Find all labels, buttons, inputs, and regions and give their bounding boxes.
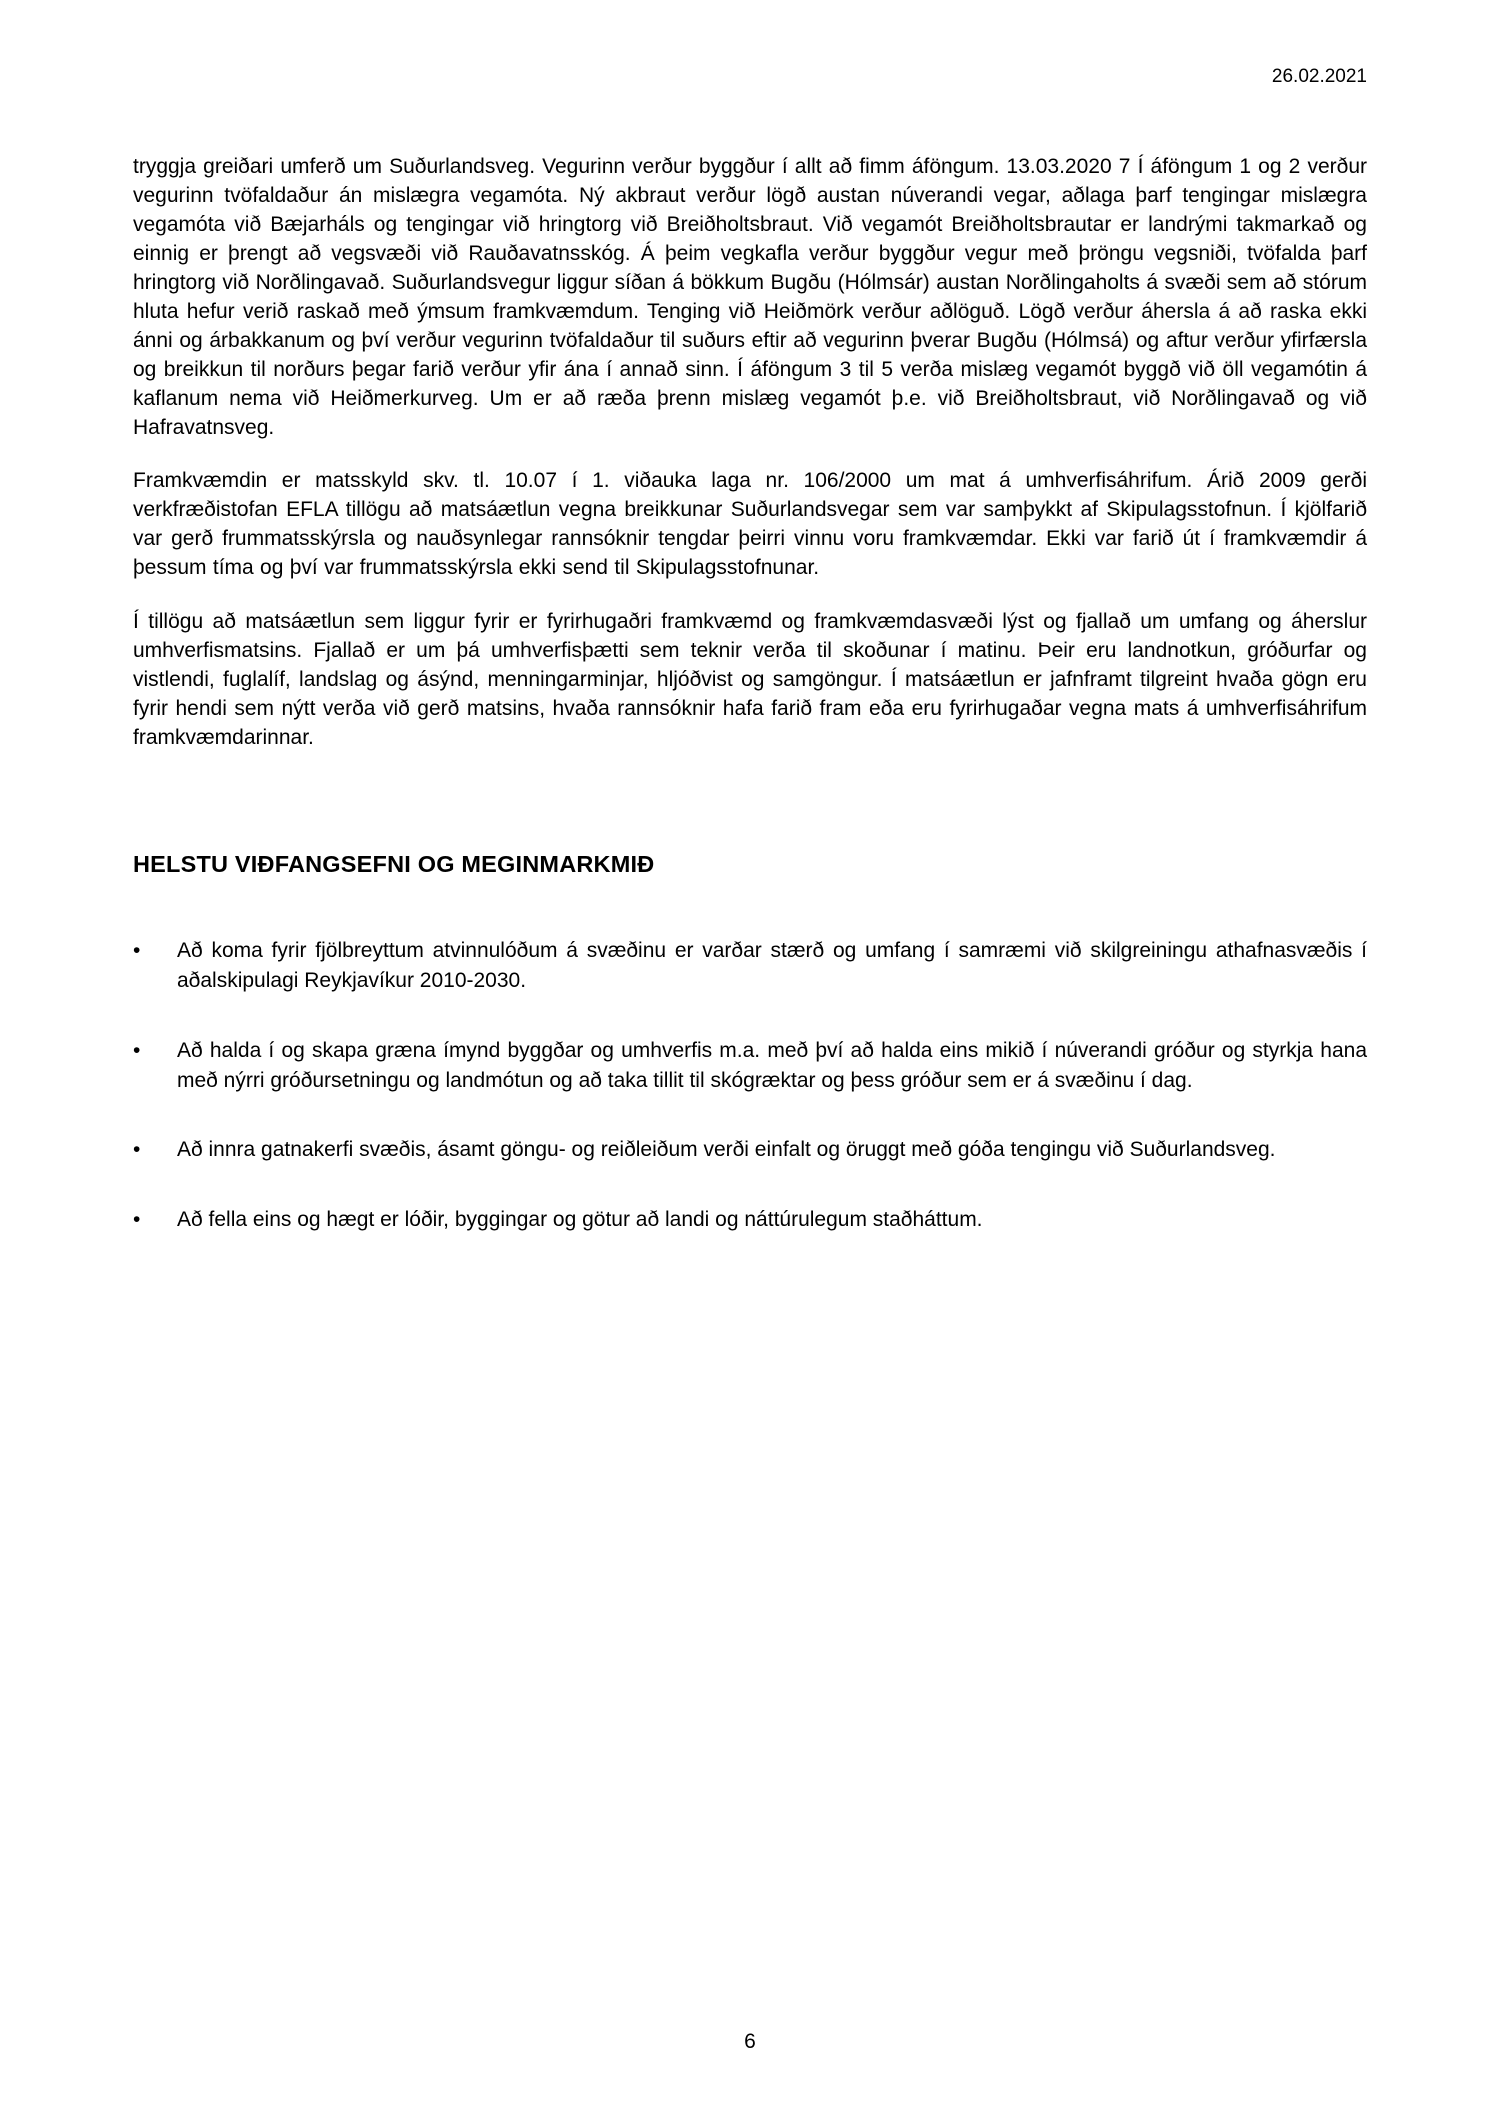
- document-date: 26.02.2021: [1271, 66, 1367, 87]
- bullet-marker-icon: •: [133, 1138, 141, 1162]
- list-item: [133, 936, 1367, 996]
- document-body: [133, 153, 1367, 753]
- list-item: [133, 1135, 1367, 1165]
- bullet-marker-icon: •: [133, 1208, 141, 1232]
- list-item: [133, 1036, 1367, 1096]
- page-number: 6: [744, 2030, 756, 2053]
- list-item-text: Að koma fyrir fjölbreyttum atvinnulóðum á svæðinu er varðar stærð og umfang í samræmi við skilgreiningu athafnasvæðis í aðalskipulagi Reykjavíkur 2010-2030.: [177, 939, 1367, 993]
- list-item-text: Að fella eins og hægt er lóðir, byggingar og götur að landi og náttúrulegum staðháttum.: [177, 1208, 983, 1232]
- list-item: [133, 1205, 1367, 1235]
- section-heading: HELSTU VIÐFANGSEFNI OG MEGINMARKMIÐ: [133, 851, 655, 878]
- list-item-text: Að innra gatnakerfi svæðis, ásamt göngu- og reiðleiðum verði einfalt og öruggt með góða tengingu við Suðurlandsveg.: [177, 1138, 1276, 1162]
- bullet-marker-icon: •: [133, 1038, 141, 1062]
- body-paragraph: Í tillögu að matsáætlun sem liggur fyrir er fyrirhugaðri framkvæmd og framkvæmdasvæði lýst og fjallað um umfang og áherslur umhverfismatsins. Fjallað er um þá umhverfisþætti sem teknir verða til skoðunar í matinu. Þeir eru landnotkun, gróðurfar og vistlendi, fuglalíf, landslag og ásýnd, menningarminjar, hljóðvist og samgöngur. Í matsáætlun er jafnframt tilgreint hvaða gögn eru fyrir hendi sem nýtt verða við gerð matsins, hvaða rannsóknir hafa farið fram eða eru fyrirhugaðar vegna mats á umhverfisáhrifum framkvæmdarinnar.: [133, 610, 1367, 750]
- bullet-marker-icon: •: [133, 939, 141, 963]
- body-paragraph: tryggja greiðari umferð um Suðurlandsveg. Vegurinn verður byggður í allt að fimm áföngum. 13.03.2020 7 Í áföngum 1 og 2 verður vegurinn tvöfaldaður án mislægra vegamóta. Ný akbraut verður lögð austan núverandi vegar, aðlaga þarf tengingar mislægra vegamóta við Bæjarháls og tengingar við hringtorg við Breiðholtsbraut. Við vegamót Breiðholtsbrautar er landrými takmarkað og einnig er þrengt að vegsvæði við Rauðavatnsskóg. Á þeim vegkafla verður byggður vegur með þröngu vegsniði, tvöfalda þarf hringtorg við Norðlingavað. Suðurlandsvegur liggur síðan á bökkum Bugðu (Hólmsár) austan Norðlingaholts á svæði sem að stórum hluta hefur verið raskað með ýmsum framkvæmdum. Tenging við Heiðmörk verður aðlöguð. Lögð verður áhersla á að raska ekki ánni og árbakkanum og því verður vegurinn tvöfaldaður til suðurs eftir að vegurinn þverar Bugðu (Hólmsá) og aftur verður yfirfærsla og breikkun til norðurs þegar farið verður yfir ána í annað sinn. Í áföngum 3 til 5 verða mislæg vegamót byggð við öll vegamótin á kaflanum nema við Heiðmerkurveg. Um er að ræða þrenn mislæg vegamót þ.e. við Breiðholtsbraut, við Norðlingavað og við Hafravatnsveg.: [133, 154, 1367, 439]
- body-paragraph: Framkvæmdin er matsskyld skv. tl. 10.07 í 1. viðauka laga nr. 106/2000 um mat á umhverfisáhrifum. Árið 2009 gerði verkfræðistofan EFLA tillögu að matsáætlun vegna breikkunar Suðurlandsvegar sem var samþykkt af Skipulagsstofnun. Í kjölfarið var gerð frummatsskýrsla og nauðsynlegar rannsóknir tengdar þeirri vinnu voru framkvæmdar. Ekki var farið út í framkvæmdir á þessum tíma og því var frummatsskýrsla ekki send til Skipulagsstofnunar.: [133, 469, 1367, 580]
- list-item-text: Að halda í og skapa græna ímynd byggðar og umhverfis m.a. með því að halda eins mikið í núverandi gróður og styrkja hana með nýrri gróðursetningu og landmótun og að taka tillit til skógræktar og þess gróður sem er á svæðinu í dag.: [177, 1038, 1367, 1092]
- bullet-list: [133, 936, 1367, 1235]
